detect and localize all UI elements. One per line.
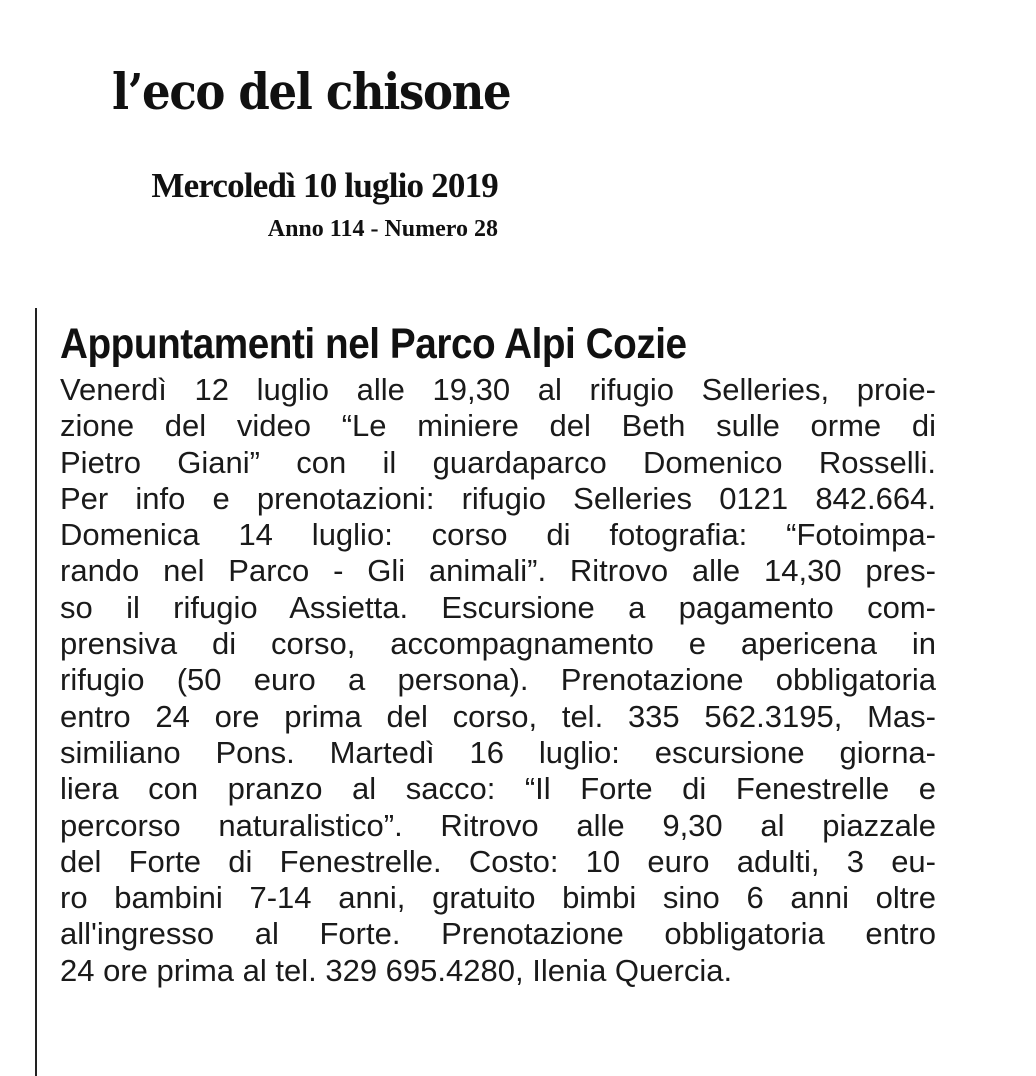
- column-rule: [35, 308, 37, 1076]
- article-line: zione del video “Le miniere del Beth sulle orme di: [60, 408, 936, 444]
- article-line: del Forte di Fenestrelle. Costo: 10 euro adulti, 3 eu-: [60, 843, 936, 879]
- article-headline: Appuntamenti nel Parco Alpi Cozie: [60, 320, 687, 368]
- article-line: entro 24 ore prima del corso, tel. 335 562.3195, Mas-: [60, 698, 936, 734]
- article-line: rifugio (50 euro a persona). Prenotazione obbligatoria: [60, 662, 936, 698]
- article-line: Domenica 14 luglio: corso di fotografia: “Fotoimpa-: [60, 517, 936, 553]
- article-line: liera con pranzo al sacco: “Il Forte di Fenestrelle e: [60, 771, 936, 807]
- newspaper-masthead: l’eco del chisone: [112, 62, 511, 121]
- article-line: ro bambini 7-14 anni, gratuito bimbi sino 6 anni oltre: [60, 880, 936, 916]
- issue-date: Mercoledì 10 luglio 2019: [151, 166, 498, 205]
- article-line: prensiva di corso, accompagnamento e apericena in: [60, 626, 936, 662]
- article-line: Pietro Giani” con il guardaparco Domenico Rosselli.: [60, 444, 936, 480]
- article-body: [60, 372, 936, 989]
- article-line: rando nel Parco - Gli animali”. Ritrovo alle 14,30 pres-: [60, 553, 936, 589]
- article-line: 24 ore prima al tel. 329 695.4280, Ilenia Quercia.: [60, 952, 733, 988]
- article: [60, 318, 936, 989]
- article-line: percorso naturalistico”. Ritrovo alle 9,30 al piazzale: [60, 807, 936, 843]
- article-line: so il rifugio Assietta. Escursione a pagamento com-: [60, 589, 936, 625]
- article-line: all'ingresso al Forte. Prenotazione obbligatoria entro: [60, 916, 936, 952]
- issue-number: Anno 114 - Numero 28: [267, 216, 498, 242]
- article-line: Venerdì 12 luglio alle 19,30 al rifugio Selleries, proie-: [60, 372, 936, 407]
- article-line: similiano Pons. Martedì 16 luglio: escursione giorna-: [60, 734, 936, 770]
- article-line: Per info e prenotazioni: rifugio Selleries 0121 842.664.: [60, 480, 936, 516]
